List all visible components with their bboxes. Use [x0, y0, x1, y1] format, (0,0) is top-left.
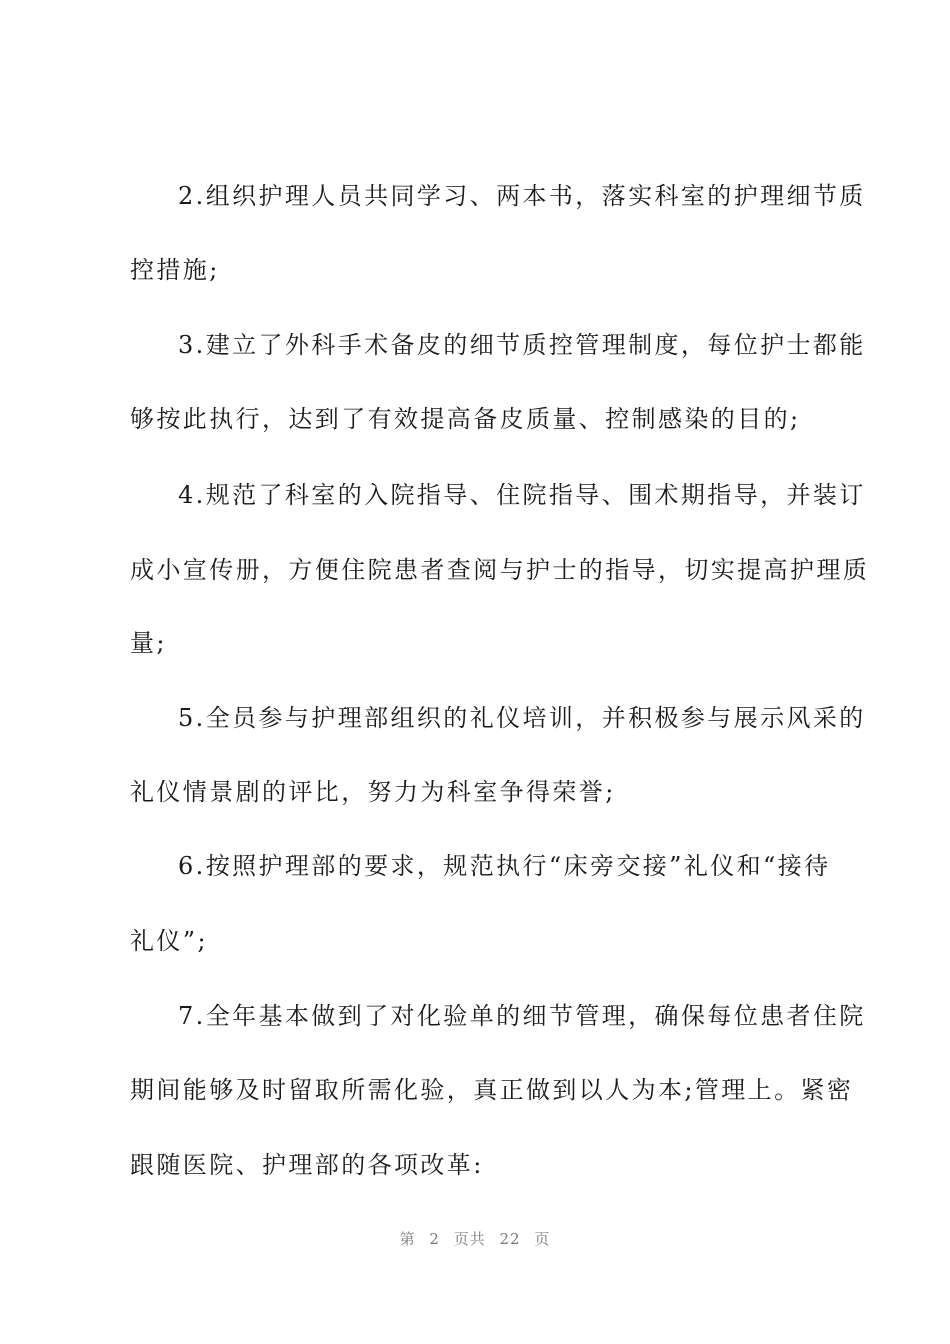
paragraph-2-line-1: 2.组织护理人员共同学习、两本书，落实科室的护理细节质 [178, 182, 866, 210]
paragraph-2-line-2: 控措施; [130, 256, 220, 284]
paragraph-4-line-3: 量; [130, 629, 167, 657]
paragraph-3-line-1: 3.建立了外科手术备皮的细节质控管理制度，每位护士都能 [178, 331, 866, 359]
paragraph-6-line-1: 6.按照护理部的要求，规范执行“床旁交接”礼仪和“接待 [178, 852, 831, 880]
paragraph-7-line-2: 期间能够及时留取所需化验，真正做到以人为本;管理上。紧密 [130, 1076, 854, 1104]
paragraph-5-line-1: 5.全员参与护理部组织的礼仪培训，并积极参与展示风采的 [178, 704, 866, 732]
paragraph-3-line-2: 够按此执行，达到了有效提高备皮质量、控制感染的目的; [130, 405, 801, 433]
paragraph-7-line-3: 跟随医院、护理部的各项改革: [130, 1151, 484, 1179]
paragraph-4-line-1: 4.规范了科室的入院指导、住院指导、围术期指导，并装订 [178, 481, 866, 509]
page-number-footer: 第 2 页共 22 页 [399, 1230, 551, 1248]
paragraph-7-line-1: 7.全年基本做到了对化验单的细节管理，确保每位患者住院 [178, 1002, 866, 1030]
paragraph-6-line-2: 礼仪”; [130, 927, 208, 955]
paragraph-4-line-2: 成小宣传册，方便住院患者查阅与护士的指导，切实提高护理质 [130, 556, 870, 584]
paragraph-5-line-2: 礼仪情景剧的评比，努力为科室争得荣誉; [130, 778, 616, 806]
